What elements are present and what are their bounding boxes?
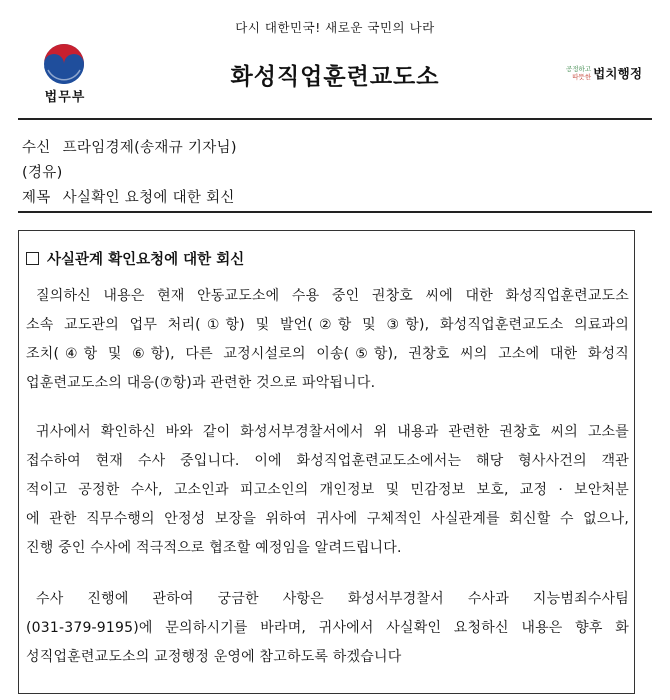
paragraph-line: 성직업훈련교도소의 교정행정 운영에 참고하도록 하겠습니다 [26, 649, 402, 665]
paragraph-line: 소속 교도관의 업무 처리(①항) 및 발언(②항 및 ③항), 화성직업훈련교도소 의료과의 [26, 317, 629, 333]
section-title [26, 248, 244, 269]
recipient-line [22, 136, 237, 157]
paragraph-2 [26, 418, 629, 563]
paragraph-line: (031-379-9195)에 문의하시기를 바라며, 귀사에서 사실확인 요청하신 내용은 향후 화 [26, 620, 629, 636]
badge-small-line1: 공정하고 [566, 65, 592, 73]
paragraph-1 [26, 282, 629, 398]
header-divider [18, 118, 652, 120]
meta-divider [18, 211, 652, 213]
paragraph-3 [26, 585, 629, 672]
paragraph-line: 수사 진행에 관하여 궁금한 사항은 화성서부경찰서 수사과 지능범죄수사팀 [36, 591, 629, 607]
slogan: 다시 대한민국! 새로운 국민의 나라 [235, 20, 435, 35]
via-line: (경유) [22, 165, 63, 181]
recipient-label: 수신 [22, 140, 51, 156]
subject-label: 제목 [22, 190, 51, 206]
ministry-name: 법무부 [44, 90, 86, 105]
law-administration-badge [566, 64, 642, 82]
paragraph-line: 에 관한 직무수행의 안정성 보장을 위하여 귀사에 구체적인 사실관계를 회신할 수 없으나, [26, 511, 629, 527]
subject-value: 사실확인 요청에 대한 회신 [62, 190, 235, 206]
paragraph-line: 업훈련교도소의 대응(⑦항)과 관련한 것으로 파악됩니다. [26, 375, 376, 391]
section-title-text: 사실관계 확인요청에 대한 회신 [47, 252, 245, 268]
recipient-value: 프라임경제(송재규 기자님) [62, 140, 237, 156]
organization-title: 화성직업훈련교도소 [230, 64, 440, 90]
paragraph-line: 진행 중인 수사에 적극적으로 협조할 예정임을 알려드립니다. [26, 540, 402, 556]
badge-small-line2: 따뜻한 [572, 73, 592, 81]
subject-line [22, 186, 235, 207]
paragraph-line: 접수하여 현재 수사 중입니다. 이에 화성직업훈련교도소에서는 해당 형사사건의 객관 [26, 453, 629, 469]
paragraph-line: 귀사에서 확인하신 바와 같이 화성서부경찰서에서 위 내용과 관련한 권창호 씨의 고소를 [36, 424, 629, 440]
paragraph-line: 질의하신 내용은 현재 안동교도소에 수용 중인 권창호 씨에 대한 화성직업훈련교도소 [36, 288, 629, 304]
checkbox-square-icon [26, 252, 39, 265]
paragraph-line: 조치(④항 및 ⑥항), 다른 교정시설로의 이송(⑤항), 권창호 씨의 고소에 대한 화성직 [26, 346, 629, 362]
badge-main-text: 법치행정 [593, 66, 643, 81]
paragraph-line: 적이고 공정한 수사, 고소인과 피고소인의 개인정보 및 민감정보 보호, 교정 · 보안처분 [26, 482, 629, 498]
